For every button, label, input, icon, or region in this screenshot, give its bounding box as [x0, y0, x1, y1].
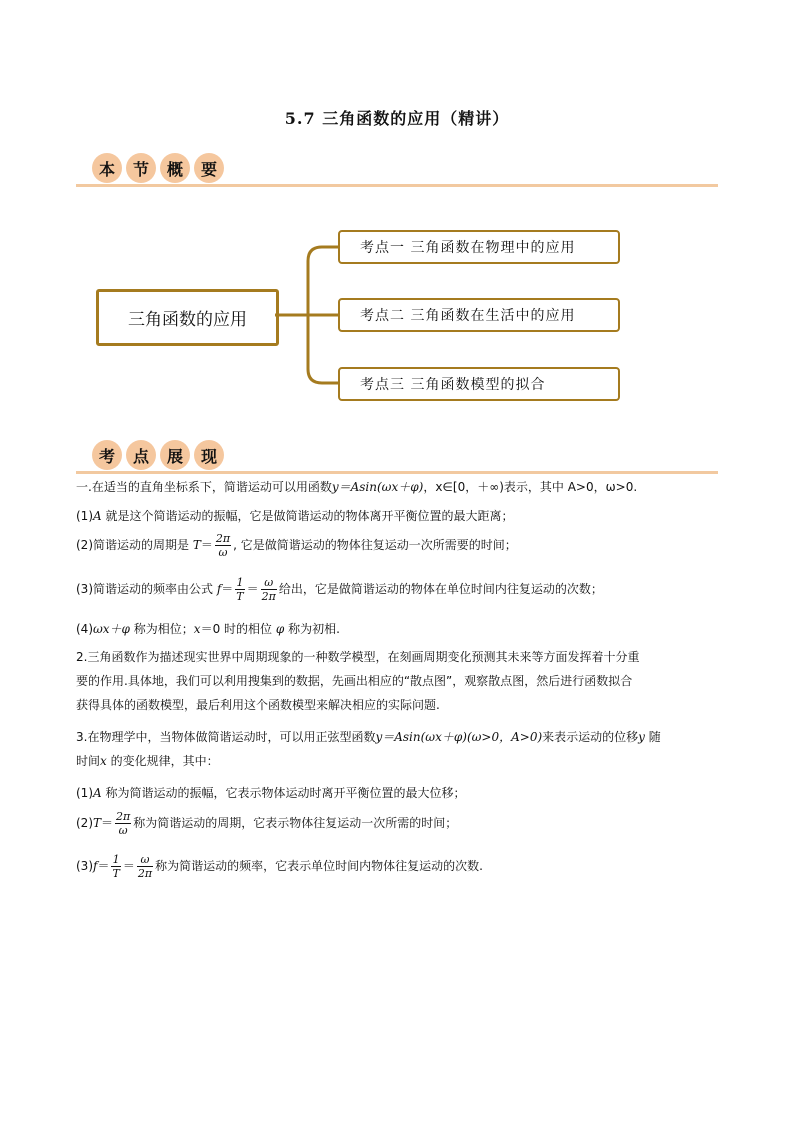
section-header-content [76, 440, 718, 474]
paragraph: (3)f＝ $\frac{1}{T}$ ＝ $\frac{\omega}{2\pi}$ 称为简谐运动的频率，它表示单位时间内物体往复运动的次数. [76, 853, 483, 880]
fraction: $\frac{2\pi}{\omega}$ [215, 532, 231, 559]
section-divider [76, 471, 718, 474]
mindmap-node: 考点三 三角函数模型的拟合 [338, 367, 620, 401]
paragraph: 一.在适当的直角坐标系下，简谐运动可以用函数y＝Asin(ωx＋φ)，x∈[0，＋∞)表示，其中 A>0，ω>0. [76, 480, 638, 494]
paragraph: 3.在物理学中，当物体做简谐运动时，可以用正弦型函数y＝Asin(ωx＋φ)(ω>0，A>0)来表示运动的位移y 随 时间x 的变化规律，其中： [76, 730, 661, 768]
fraction: $\frac{2\pi}{\omega}$ [116, 810, 131, 837]
paragraph: (3)简谐运动的频率由公式 f＝ $\frac{1}{T}$ ＝ $\frac{\omega}{2\pi}$ 给出，它是做简谐运动的物体在单位时间内往复运动的次数； [76, 576, 603, 603]
section-badge: 概 [160, 153, 190, 183]
section-badge: 考 [92, 440, 122, 470]
section-badge: 现 [194, 440, 224, 470]
paragraph: (2)T＝ $\frac{2\pi}{\omega}$ 称为简谐运动的周期，它表示物体往复运动一次所需的时间； [76, 810, 458, 837]
paragraph: (1)A 称为简谐运动的振幅，它表示物体运动时离开平衡位置的最大位移； [76, 786, 466, 800]
paragraph: (2)简谐运动的周期是 T＝ $\frac{2\pi}{\omega}$ , 它是做简谐运动的物体往复运动一次所需要的时间； [76, 532, 517, 559]
paragraph: (1)A 就是这个简谐运动的振幅，它是做简谐运动的物体离开平衡位置的最大距离； [76, 509, 514, 523]
paragraph: 2.三角函数作为描述现实世界中周期现象的一种数学模型，在刻画周期变化预测其未来等方面发挥着十分重 要的作用.具体地，我们可以利用搜集到的数据，先画出相应的“散点图”，观察散点图，然后进行函数拟合 获得具体的函数模型，最后利用这个函数模型来解决相应的实际问题. [76, 650, 640, 712]
paragraph: (4)ωx＋φ 称为相位；x＝0 时的相位 φ 称为初相. [76, 622, 340, 636]
fraction: $\frac{1}{T}$ [236, 576, 244, 603]
section-badge: 节 [126, 153, 156, 183]
fraction: $\frac{\omega}{2\pi}$ [261, 576, 276, 603]
mindmap-root: 三角函数的应用 [96, 289, 279, 346]
section-badge: 要 [194, 153, 224, 183]
fraction: $\frac{1}{T}$ [112, 853, 120, 880]
section-badge: 本 [92, 153, 122, 183]
fraction: $\frac{\omega}{2\pi}$ [137, 853, 153, 880]
section-badge: 展 [160, 440, 190, 470]
mindmap-node: 考点二 三角函数在生活中的应用 [338, 298, 620, 332]
section-badge: 点 [126, 440, 156, 470]
mindmap-node: 考点一 三角函数在物理中的应用 [338, 230, 620, 264]
page-title: 5.7 三角函数的应用（精讲） [284, 109, 510, 128]
